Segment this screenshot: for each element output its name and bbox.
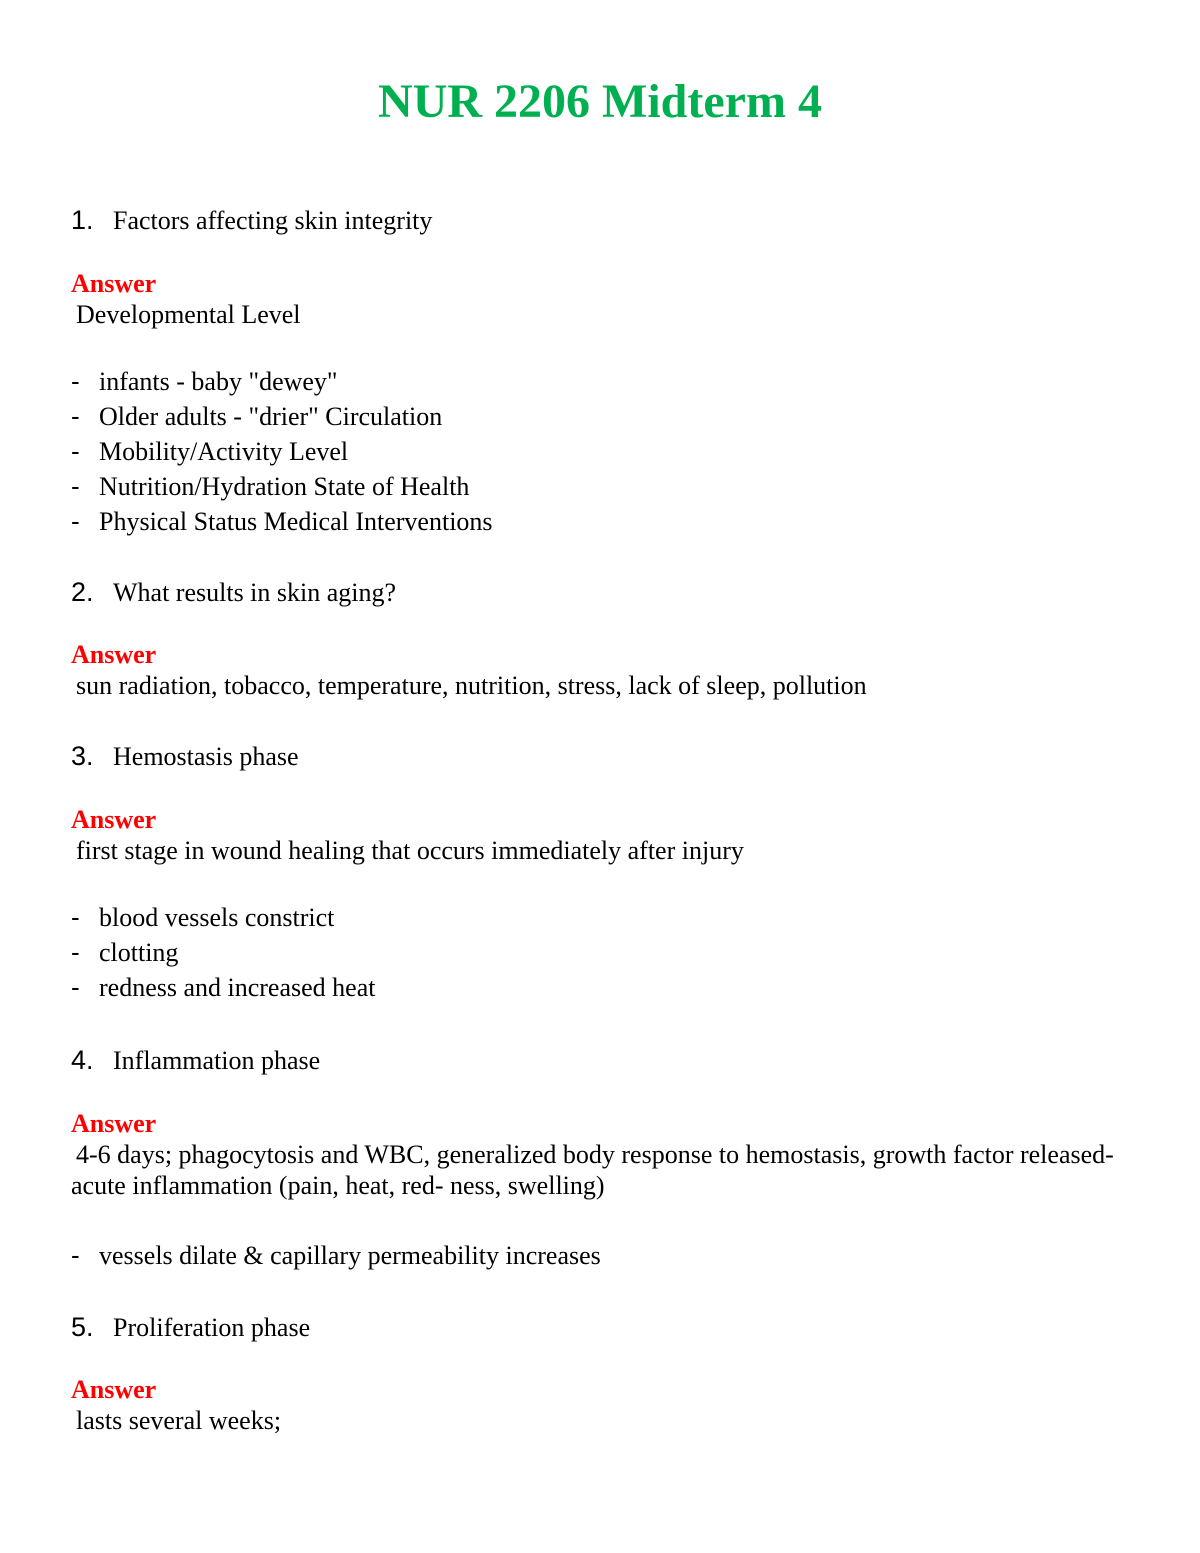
answer-text: 4-6 days; phagocytosis and WBC, generalized body response to hemostasis, growth factor released-acute inflammation (pain, heat, red- ness, swelling) [71, 1140, 1114, 1200]
question-1 [71, 202, 1131, 239]
list-item [71, 935, 375, 970]
question-3 [71, 738, 1131, 775]
list-item-text: infants - baby "dewey" [99, 367, 338, 396]
question-number: 3. [71, 741, 94, 771]
answer-label: Answer [71, 640, 157, 669]
list-item [71, 504, 493, 539]
bullet-list [71, 900, 375, 1005]
list-item-text: clotting [99, 938, 179, 967]
list-item-text: Physical Status Medical Interventions [99, 507, 493, 536]
question-4 [71, 1042, 1131, 1079]
bullet-dash: - [71, 506, 80, 536]
bullet-dash: - [71, 1240, 80, 1270]
question-text: Factors affecting skin integrity [113, 206, 433, 235]
list-item [71, 1238, 601, 1273]
answer-text: first stage in wound healing that occurs immediately after injury [76, 836, 744, 865]
question-number: 4. [71, 1045, 94, 1075]
page-title: NUR 2206 Midterm 4 [378, 75, 822, 128]
list-item-text: redness and increased heat [99, 973, 376, 1002]
question-number: 2. [71, 577, 94, 607]
bullet-dash: - [71, 471, 80, 501]
answer-text: lasts several weeks; [76, 1406, 282, 1435]
answer-label: Answer [71, 1109, 157, 1138]
bullet-dash: - [71, 436, 80, 466]
question-text: Proliferation phase [113, 1313, 311, 1342]
question-number: 1. [71, 205, 94, 235]
answer-label: Answer [71, 269, 157, 298]
question-text: Inflammation phase [113, 1046, 321, 1075]
list-item [71, 970, 375, 1005]
list-item-text: Older adults - "drier" Circulation [99, 402, 443, 431]
list-item-text: blood vessels constrict [99, 903, 335, 932]
bullet-dash: - [71, 902, 80, 932]
list-item [71, 900, 375, 935]
list-item-text: vessels dilate & capillary permeability increases [99, 1241, 601, 1270]
list-item [71, 364, 493, 399]
bullet-dash: - [71, 366, 80, 396]
answer-text: sun radiation, tobacco, temperature, nutrition, stress, lack of sleep, pollution [76, 671, 867, 700]
question-5 [71, 1309, 1131, 1346]
bullet-dash: - [71, 937, 80, 967]
list-item-text: Nutrition/Hydration State of Health [99, 472, 470, 501]
answer-label: Answer [71, 1375, 157, 1404]
list-item [71, 399, 493, 434]
bullet-list [71, 1238, 601, 1273]
answer-label: Answer [71, 805, 157, 834]
question-number: 5. [71, 1312, 94, 1342]
answer-text: Developmental Level [76, 300, 301, 329]
question-text: What results in skin aging? [113, 578, 397, 607]
bullet-list [71, 364, 493, 539]
list-item [71, 469, 493, 504]
bullet-dash: - [71, 972, 80, 1002]
list-item [71, 434, 493, 469]
question-2 [71, 574, 1131, 611]
question-text: Hemostasis phase [113, 742, 299, 771]
bullet-dash: - [71, 401, 80, 431]
list-item-text: Mobility/Activity Level [99, 437, 349, 466]
